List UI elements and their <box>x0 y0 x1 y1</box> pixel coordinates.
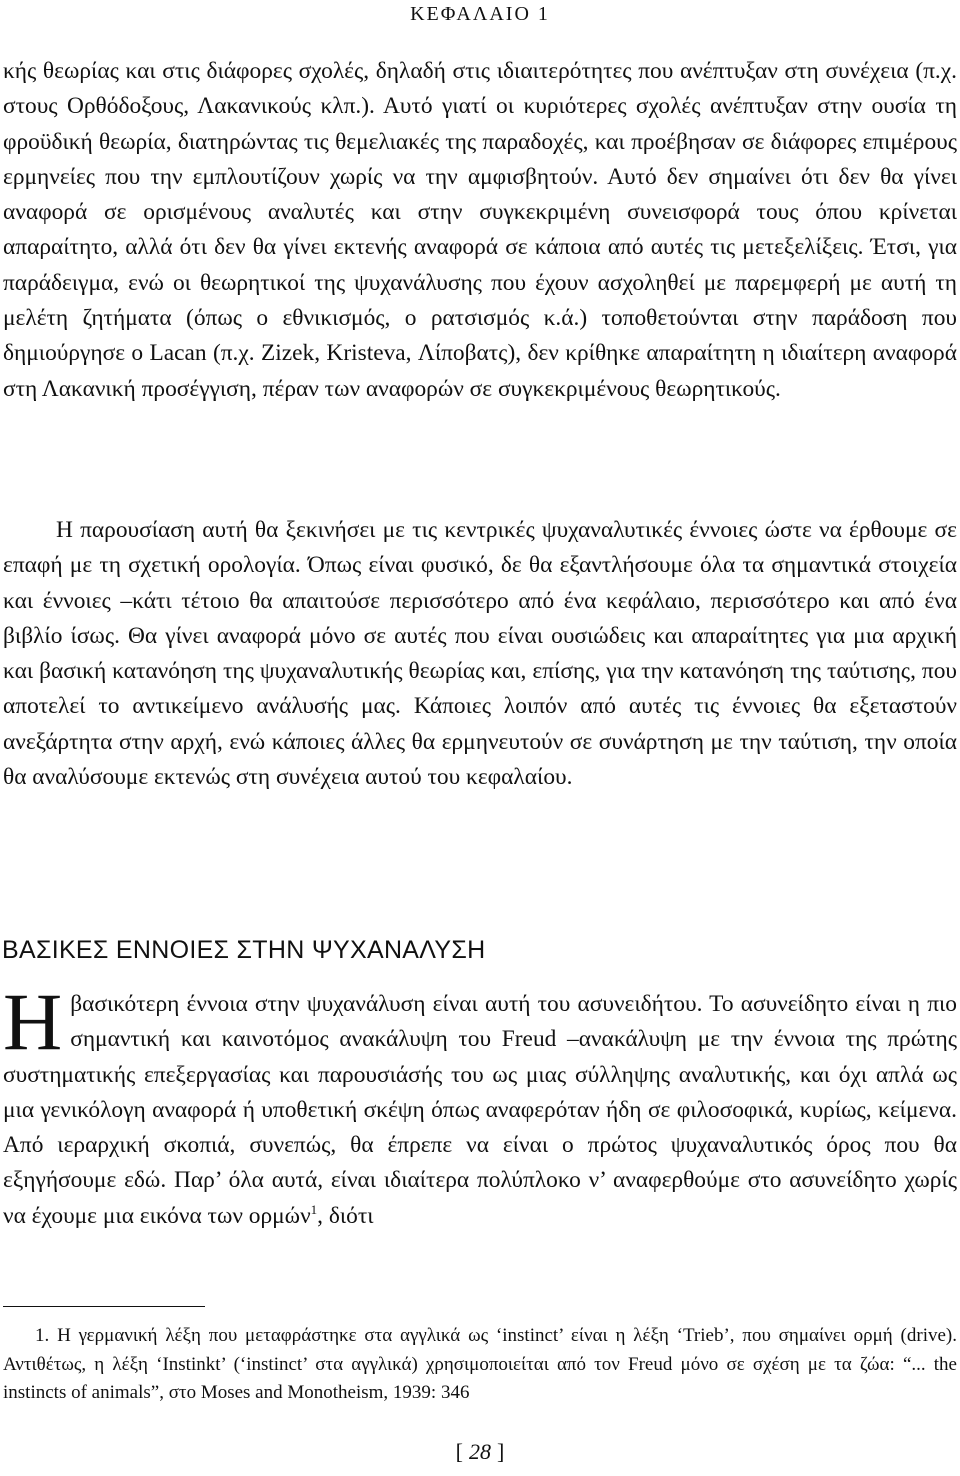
footnote-reference[interactable]: 1 <box>310 1201 318 1217</box>
page-number <box>0 1437 960 1467</box>
footnote-divider <box>3 1306 205 1307</box>
body-paragraph-2 <box>3 513 957 795</box>
paragraph-text: κής θεωρίας και στις διάφορες σχολές, δηλαδή στις ιδιαιτερότητες που ανέπτυξαν στη συνέχεια (π.χ. στους Ορθόδοξους, Λακανικούς κλπ.). Αυτό γιατί οι κυριότερες σχολές ανέπτυξαν στην ουσία τη φροϋδική θεωρία, διατηρώντας τις θεμελιακές της παραδοχές, και προέβησαν σε διάφορες επιμέρους ερμηνείες που την εμπλουτίζουν χωρίς να την αμφισβητούν. Αυτό δεν σημαίνει ότι δεν θα γίνει αναφορά σε ορισμένους αναλυτές και στην συγκεκριμένη συνεισφορά τους όπου κρίνεται απαραίτητο, αλλά ότι δεν θα γίνει εκτενής αναφορά σε κάποια από αυτές τις μετεξελίξεις. Έτσι, για παράδειγμα, ενώ οι θεωρητικοί της ψυχανάλυσης που έχουν ασχοληθεί με παρεμφερή με αυτή τη μελέτη ζητήματα (όπως ο εθνικισμός, ο ρατσισμός κ.ά.) τοποθετούνται στην παράδοση που δημιούργησε ο Lacan (π.χ. Zizek, Kristeva, Λίποβατς), δεν κρίθηκε απαραίτητη η ιδιαίτερη αναφορά στη Λακανική προσέγγιση, πέραν των αναφορών σε συγκεκριμένους θεωρητικούς. <box>3 58 957 402</box>
footnote: 1. Η γερμανική λέξη που μεταφράστηκε στα αγγλικά ως ‘instinct’ είναι η λέξη ‘Trieb’, που σημαίνει ορμή (drive). Αντιθέτως, η λέξη ‘Instinkt’ (‘instinct’ στα αγγλικά) χρησιμοποιείται από τον Freud μόνο σε σχέση με τα ζώα: “... the instincts of animals”, στο Moses and Monotheism, 1939: 346 <box>3 1325 957 1403</box>
section-body-text-end: , διότι <box>317 1202 374 1229</box>
page-number-bracket-open: [ <box>455 1439 463 1464</box>
section-body-text: βασικότερη έννοια στην ψυχανάλυση είναι αυτή του ασυνειδήτου. Το ασυνείδητο είναι η πιο σημαντική και καινοτόμος ανακάλυψη του Freud –ανακάλυψη με την έννοια της πρώτης συστηματικής επεξεργασίας και παρουσιάσής του ως μιας σύλληψης αναλυτικής, και όχι απλά ως μια γενικόλογη αναφορά ή υποθετική σκέψη όπως αναφερόταν ήδη σε φιλοσοφικά, κυρίως, κείμενα. Από ιεραρχική σκοπιά, συνεπώς, θα έπρεπε να είναι ο πρώτος ψυχαναλυτικός όρος που θα εξηγήσουμε εδώ. Παρ’ όλα αυτά, είναι ιδιαίτερα πολύπλοκο ν’ αναφερθούμε στο ασυνείδητο χωρίς να έχουμε μια εικόνα των ορμών <box>3 991 957 1229</box>
section-body <box>3 976 957 1234</box>
section-heading: ΒΑΣΙΚΕΣ ΕΝΝΟΙΕΣ ΣΤΗΝ ΨΥΧΑΝΑΛΥΣΗ <box>2 936 486 964</box>
page-number-value: 28 <box>469 1439 491 1464</box>
paragraph-text: Η παρουσίαση αυτή θα ξεκινήσει με τις κεντρικές ψυχαναλυτικές έννοιες ώστε να έρθουμε σε επαφή με τη σχετική ορολογία. Όπως είναι φυσικό, δε θα εξαντλήσουμε όλα τα σημαντικά στοιχεία και έννοιες –κάτι τέτοιο θα απαιτούσε περισσότερο από ένα κεφάλαιο, περισσότερο και από ένα βιβλίο ίσως. Θα γίνει αναφορά μόνο σε αυτές που είναι ουσιώδεις και απαραίτητες για μια αρχική και βασική κατανόηση της ψυχαναλυτικής θεωρίας και, επίσης, για την κατανόηση της ταύτισης, που αποτελεί το αντικείμενο ανάλυσής μας. Κάποιες λοιπόν από αυτές τις έννοιες θα εξεταστούν ανεξάρτητα στην αρχή, ενώ κάποιες άλλες θα ερμηνευτούν σε συνάρτηση με την ταύτιση, την οποία θα αναλύσουμε εκτενώς στη συνέχεια αυτού του κεφαλαίου. <box>3 517 957 791</box>
body-paragraph-1 <box>3 54 957 407</box>
running-header: ΚΕΦΑΛΑΙΟ 1 <box>410 3 550 25</box>
drop-cap: Η <box>3 976 63 1067</box>
page-number-bracket-close: ] <box>497 1439 505 1464</box>
